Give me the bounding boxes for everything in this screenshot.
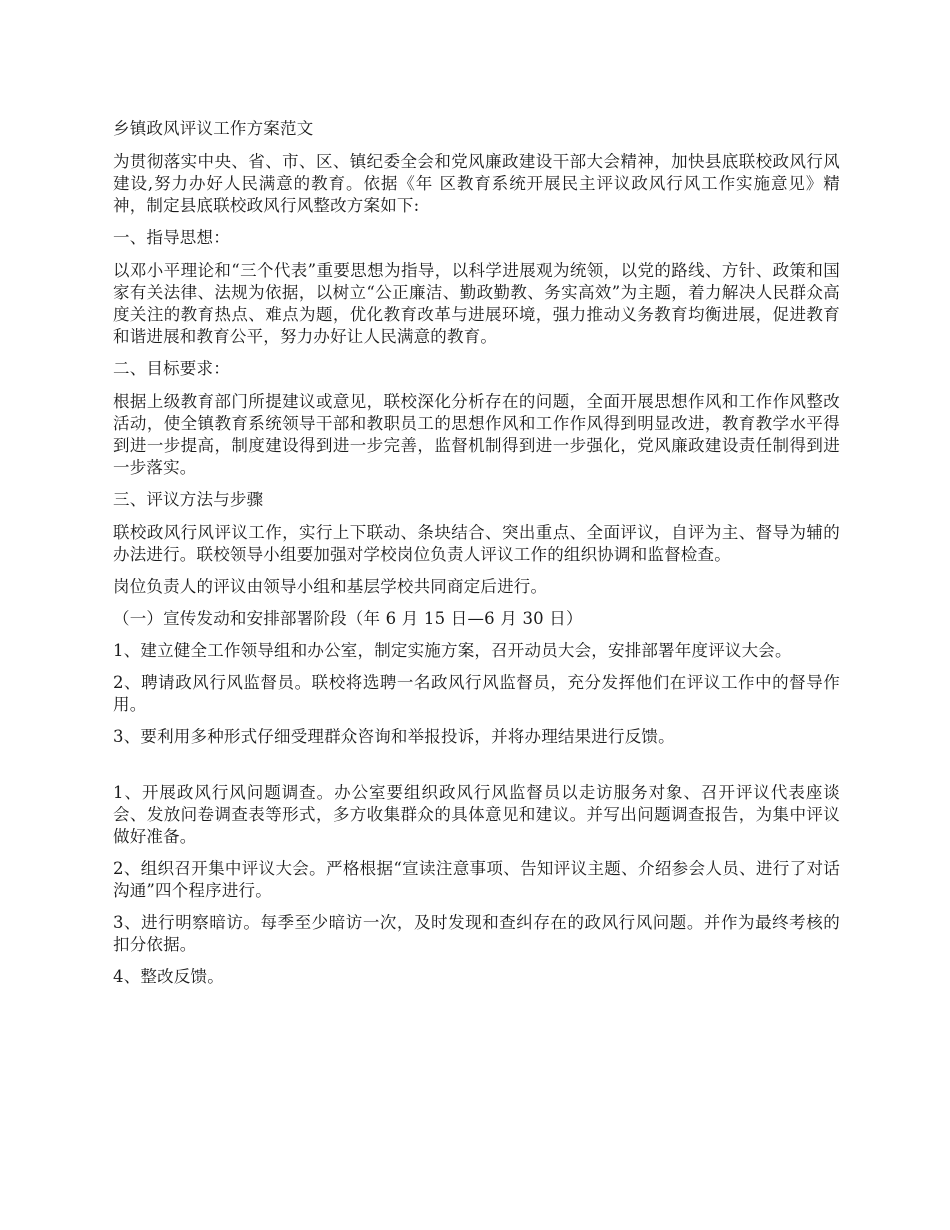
- intro-paragraph: 为贯彻落实中央、省、市、区、镇纪委全会和党风廉政建设干部大会精神，加快县底联校政风行风建设,努力办好人民满意的教育。依据《年 区教育系统开展民主评议政风行风工作实施意见》精神，制定县底联校政风行风整改方案如下:: [113, 152, 840, 215]
- list-item: 2、聘请政风行风监督员。联校将选聘一名政风行风监督员，充分发挥他们在评议工作中的督导作用。: [113, 673, 840, 714]
- section-heading-guiding-ideology: 一、指导思想：: [113, 228, 230, 247]
- methods-paragraph: 联校政风行风评议工作，实行上下联动、条块结合、突出重点、全面评议，自评为主、督导为辅的办法进行。联校领导小组要加强对学校岗位负责人评议工作的组织协调和监督检查。: [113, 523, 840, 564]
- list-item: 3、进行明察暗访。每季至少暗访一次，及时发现和查纠存在的政风行风问题。并作为最终考核的扣分依据。: [113, 913, 840, 954]
- objectives-paragraph: 根据上级教育部门所提建议或意见，联校深化分析存在的问题，全面开展思想作风和工作作风整改活动，使全镇教育系统领导干部和教职员工的思想作风和工作作风得到明显改进，教育教学水平得到进一步提高，制度建设得到进一步完善，监督机制得到进一步强化，党风廉政建设责任制得到进一步落实。: [113, 392, 840, 477]
- list-item: 1、开展政风行风问题调查。办公室要组织政风行风监督员以走访服务对象、召开评议代表座谈会、发放问卷调查表等形式，多方收集群众的具体意见和建议。并写出问题调查报告，为集中评议做好准备。: [113, 783, 840, 846]
- document-title: 乡镇政风评议工作方案范文: [113, 119, 314, 138]
- list-item: 2、组织召开集中评议大会。严格根据“宣读注意事项、告知评议主题、介绍参会人员、进行了对话沟通”四个程序进行。: [113, 859, 840, 900]
- section-gap: [113, 758, 840, 782]
- methods-paragraph-2: 岗位负责人的评议由领导小组和基层学校共同商定后进行。: [113, 577, 548, 596]
- section-heading-methods-steps: 三、评议方法与步骤: [113, 490, 264, 509]
- list-item: 3、要利用多种形式仔细受理群众咨询和举报投诉，并将办理结果进行反馈。: [113, 727, 675, 746]
- list-item: 1、建立健全工作领导组和办公室，制定实施方案，召开动员大会，安排部署年度评议大会。: [113, 641, 792, 660]
- stage-heading-publicity: （一）宣传发动和安排部署阶段（年 6 月 15 日—6 月 30 日）: [113, 609, 583, 628]
- document-page: [113, 118, 840, 998]
- guiding-ideology-paragraph: 以邓小平理论和“三个代表”重要思想为指导，以科学进展观为统领，以党的路线、方针、政策和国家有关法律、法规为依据，以树立“公正廉洁、勤政勤教、务实高效”为主题，着力解决人民群众高度关注的教育热点、难点为题，优化教育改革与进展环境，强力推动义务教育均衡进展，促进教育和谐进展和教育公平，努力办好让人民满意的教育。: [113, 261, 840, 346]
- list-item: 4、整改反馈。: [113, 967, 224, 986]
- section-heading-objectives: 二、目标要求：: [113, 359, 230, 378]
